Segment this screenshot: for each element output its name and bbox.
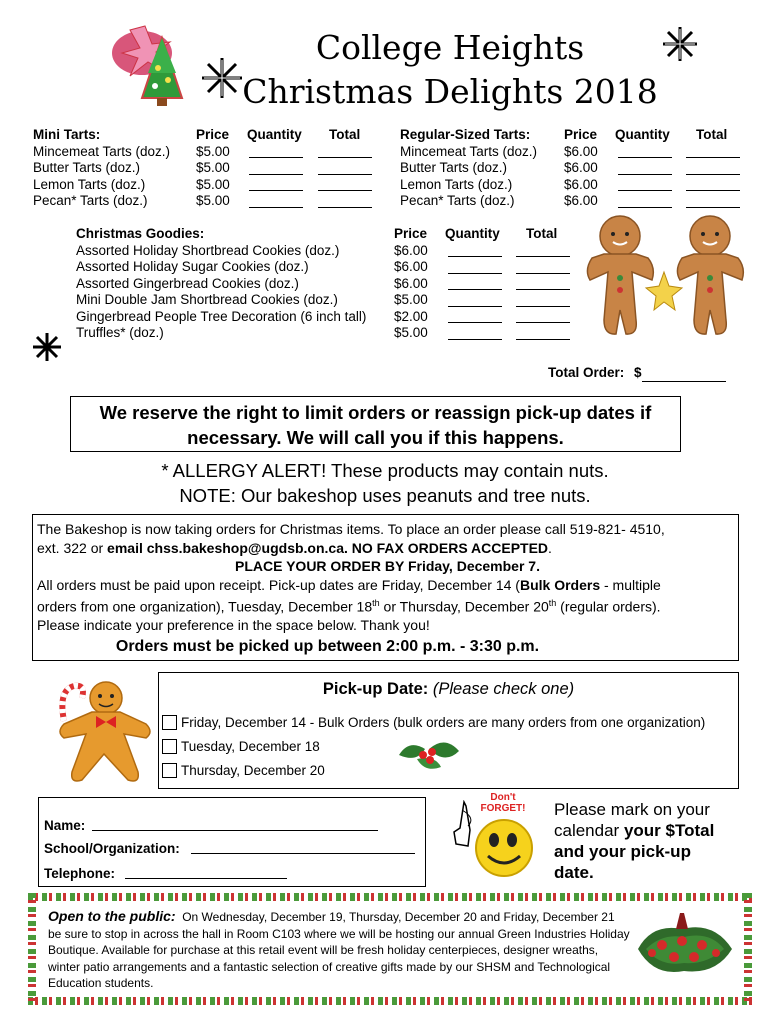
- total-field[interactable]: [516, 326, 570, 340]
- total-field[interactable]: [318, 194, 372, 208]
- item-name: Mini Double Jam Shortbread Cookies (doz.): [76, 292, 338, 307]
- item-name: Truffles* (doz.): [76, 325, 164, 340]
- public-box: [28, 893, 752, 1005]
- pickup-checkbox-friday[interactable]: [162, 715, 177, 730]
- snowflake-icon: [30, 330, 64, 364]
- total-field[interactable]: [516, 243, 570, 257]
- quantity-field[interactable]: [448, 293, 502, 307]
- total-field[interactable]: [318, 177, 372, 191]
- item-price: $6.00: [564, 143, 598, 159]
- dont-forget-line: Don't: [490, 792, 516, 803]
- mini-tarts-heading: Mini Tarts:: [33, 127, 101, 142]
- quantity-field[interactable]: [249, 194, 303, 208]
- email-text: email chss.bakeshop@ugdsb.on.ca. NO FAX ORDERS ACCEPTED: [107, 539, 549, 556]
- quantity-field[interactable]: [618, 177, 672, 191]
- quantity-field[interactable]: [249, 177, 303, 191]
- item-name: Pecan* Tarts (doz.): [400, 193, 515, 208]
- regular-tarts-table: [400, 127, 745, 217]
- smiley-icon: [446, 800, 538, 880]
- item-name: Gingerbread People Tree Decoration (6 inch tall): [76, 308, 367, 324]
- item-name: Mincemeat Tarts (doz.): [400, 143, 538, 159]
- total-field[interactable]: [686, 161, 740, 175]
- item-price: $5.00: [196, 193, 230, 208]
- total-field[interactable]: [318, 144, 372, 158]
- quantity-field[interactable]: [618, 144, 672, 158]
- phone-field[interactable]: [125, 865, 287, 879]
- phone-label: Telephone:: [44, 866, 116, 881]
- name-field[interactable]: [92, 817, 378, 831]
- total-field[interactable]: [686, 177, 740, 191]
- quantity-field[interactable]: [618, 161, 672, 175]
- price-header: Price: [564, 127, 598, 142]
- page-title: College Heights: [315, 28, 585, 67]
- pickup-option-label: Thursday, December 20: [181, 763, 325, 778]
- allergy-line: * ALLERGY ALERT! These products may contain nuts.: [161, 460, 609, 481]
- pickup-heading-row: [159, 679, 738, 699]
- info-text: ext. 322 or: [37, 539, 108, 556]
- notice-line: necessary. We will call you if this happens.: [187, 427, 564, 448]
- quantity-field[interactable]: [448, 326, 502, 340]
- contact-box: [38, 797, 426, 887]
- garland-border: [744, 893, 752, 1005]
- pickup-box: [158, 672, 739, 789]
- item-price: $5.00: [394, 292, 428, 307]
- price-header: Price: [196, 127, 230, 142]
- info-text: (regular orders).: [556, 598, 661, 615]
- info-text: All orders must be paid upon receipt. Pick-up dates are Friday, December 14 (: [37, 576, 520, 593]
- garland-border: [28, 997, 752, 1005]
- info-text: orders from one organization), Tuesday, December 18: [37, 598, 373, 615]
- quantity-header: Quantity: [247, 127, 302, 142]
- item-name: Lemon Tarts (doz.): [33, 176, 146, 192]
- item-price: $5.00: [196, 176, 230, 192]
- dont-forget-line: FORGET!: [480, 803, 526, 814]
- superscript: th: [548, 598, 557, 608]
- total-field[interactable]: [516, 309, 570, 323]
- quantity-field[interactable]: [249, 144, 303, 158]
- quantity-field[interactable]: [448, 276, 502, 290]
- info-text: .: [548, 539, 552, 556]
- total-order-field[interactable]: [642, 381, 726, 382]
- reminder-text: [554, 799, 734, 883]
- total-field[interactable]: [516, 293, 570, 307]
- item-price: $5.00: [196, 143, 230, 159]
- total-header: Total: [329, 127, 361, 142]
- mini-tarts-table: [33, 127, 378, 217]
- price-header: Price: [394, 226, 428, 241]
- item-name: Butter Tarts (doz.): [400, 160, 508, 175]
- public-text: [48, 908, 630, 992]
- total-field[interactable]: [516, 276, 570, 290]
- name-label: Name:: [44, 818, 86, 833]
- garland-border: [28, 893, 752, 901]
- public-heading: Open to the public:: [48, 908, 176, 924]
- total-field[interactable]: [686, 194, 740, 208]
- quantity-field[interactable]: [249, 161, 303, 175]
- cookie-tree-icon: [100, 18, 195, 113]
- quantity-header: Quantity: [445, 226, 500, 241]
- order-deadline: PLACE YOUR ORDER BY Friday, December 7.: [235, 558, 540, 574]
- item-price: $6.00: [394, 242, 428, 258]
- quantity-header: Quantity: [615, 127, 670, 142]
- pickup-heading-note: (Please check one): [432, 680, 575, 698]
- item-price: $5.00: [394, 325, 428, 340]
- school-label: School/Organization:: [44, 841, 180, 856]
- info-text: or Thursday, December 20: [379, 598, 549, 615]
- total-order-currency: $: [634, 365, 642, 380]
- item-price: $6.00: [564, 176, 598, 192]
- item-name: Lemon Tarts (doz.): [400, 176, 513, 192]
- quantity-field[interactable]: [448, 260, 502, 274]
- total-field[interactable]: [516, 260, 570, 274]
- total-field[interactable]: [318, 161, 372, 175]
- item-name: Pecan* Tarts (doz.): [33, 193, 148, 208]
- goodies-table: [76, 226, 576, 346]
- item-price: $6.00: [564, 193, 598, 208]
- regular-tarts-heading: Regular-Sized Tarts:: [400, 127, 531, 142]
- goodies-heading: Christmas Goodies:: [76, 226, 205, 241]
- pickup-checkbox-tuesday[interactable]: [162, 739, 177, 754]
- reminder-plain: Please mark on your calendar: [554, 800, 710, 840]
- quantity-field[interactable]: [448, 243, 502, 257]
- pickup-checkbox-thursday[interactable]: [162, 763, 177, 778]
- reminder-bold: your $Total and your pick-up date.: [554, 821, 715, 882]
- allergy-line: NOTE: Our bakeshop uses peanuts and tree nuts.: [179, 485, 591, 506]
- garland-border: [28, 893, 36, 1005]
- pickup-heading: Pick-up Date:: [322, 680, 429, 698]
- allergy-alert: [0, 458, 770, 508]
- info-line: Please indicate your preference in the space below. Thank you!: [37, 617, 430, 634]
- wreath-icon: [632, 905, 738, 989]
- total-header: Total: [526, 226, 558, 241]
- holly-icon: [395, 733, 463, 779]
- school-field[interactable]: [191, 840, 415, 854]
- item-name: Butter Tarts (doz.): [33, 160, 141, 175]
- info-line: The Bakeshop is now taking orders for Christmas items. To place an order please call 519-821- 4510,: [37, 521, 665, 537]
- item-name: Assorted Gingerbread Cookies (doz.): [76, 275, 299, 291]
- pickup-time: Orders must be picked up between 2:00 p.m. - 3:30 p.m.: [115, 637, 540, 655]
- item-price: $6.00: [394, 259, 428, 274]
- quantity-field[interactable]: [618, 194, 672, 208]
- total-order-label: Total Order:: [548, 365, 625, 380]
- info-box: [32, 514, 739, 661]
- item-price: $6.00: [564, 160, 598, 175]
- total-field[interactable]: [686, 144, 740, 158]
- item-name: Assorted Holiday Shortbread Cookies (doz.): [76, 242, 340, 258]
- bulk-orders-text: Bulk Orders: [519, 576, 601, 593]
- total-order: [548, 365, 726, 382]
- item-name: Mincemeat Tarts (doz.): [33, 143, 171, 159]
- page-subtitle: Christmas Delights 2018: [242, 72, 658, 111]
- item-name: Assorted Holiday Sugar Cookies (doz.): [76, 259, 309, 274]
- total-header: Total: [696, 127, 728, 142]
- notice-line: We reserve the right to limit orders or reassign pick-up dates if: [99, 402, 652, 423]
- public-body: On Wednesday, December 19, Thursday, December 20 and Friday, December 21 be sure to stop in across the hall in Room C103 where we will be hosting our annual Green Industries Holiday Boutique. Available for purchase at this retail event will be fresh holiday centerpieces, designer wreaths, winter patio arrangements and a fantastic selection of creative gifts made by our SHSM and Technological Education students.: [48, 910, 630, 990]
- info-text: - multiple: [600, 576, 661, 593]
- gingerbread-people-icon: [582, 210, 752, 345]
- pickup-option-label: Tuesday, December 18: [181, 739, 320, 754]
- notice-box: [70, 396, 681, 452]
- item-price: $2.00: [394, 308, 428, 324]
- item-price: $6.00: [394, 275, 428, 291]
- gingerbread-man-icon: [42, 676, 160, 794]
- item-price: $5.00: [196, 160, 230, 175]
- superscript: th: [372, 598, 380, 608]
- pickup-option-label: Friday, December 14 - Bulk Orders (bulk orders are many orders from one organization): [181, 715, 706, 730]
- quantity-field[interactable]: [448, 309, 502, 323]
